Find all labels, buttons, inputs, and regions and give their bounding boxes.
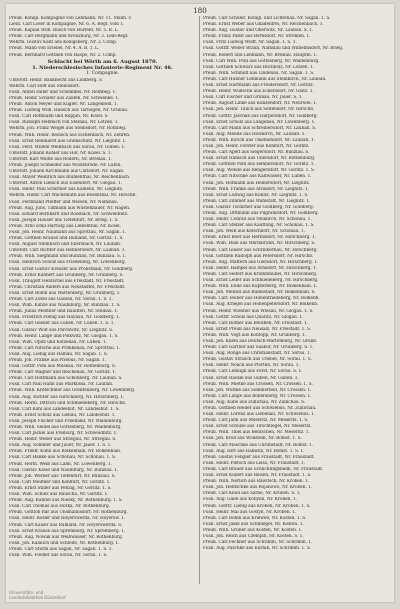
roster-entry: Füsil. Joh. Hentschke aus Bojanowo, Nr. Kröben. 1. [203,485,313,491]
roster-entry: Preuß. Carl Schiller, Königl. und Lichtenau, Nr. Sagan. 1. S. [203,16,331,21]
roster-entry: Unteroff. Karl Weiße aus Rödern, Nr. Breslau. 1. [9,156,113,162]
roster-entry: Preuß. Heinr. Weber aus Striegau, Nr. Striegau. S. [9,437,117,443]
roster-entry: Preuß. Carl Geisler aus Lüben, Nr. Lüben. 1. S. 1. [9,321,115,327]
roster-entry: Preuß. Carl Fechner aus Schrimm, Nr. Schrimm. 1. [203,540,313,546]
roster-entry: Wehrm. Heinr. Carl Wachsmuth aus Rosenthal, Nr. Hirschb. [9,193,137,199]
roster-entry: Lieut. Carl Löser in Kompagnie, Nr. 6. A. Regt. vom 1. [9,22,125,28]
roster-entry: Preuß. Carl Zobel aus Gassen, Nr. Sorau. 1. S. 1. [9,297,113,303]
roster-entry: Preuß. Carl Rother aus Beuthen, Nr. Freistadt. 1. [203,320,309,326]
roster-entry: Füsil. Ernst Preuß aus Neusalz, Nr. Freistadt. 1. S. [203,326,312,332]
roster-entry: Füsil. Gustav Tschirner aus Goldberg, Nr. Goldberg. [203,204,315,210]
roster-entry: Preuß. Ernst Böer aus Hermsdorf, Nr. Hirschberg. 1. [203,235,316,241]
roster-entry: Preuß. Aug. Kühnel aus Niesky, Nr. Rothenburg. 1. S. [9,498,123,504]
roster-entry: Füsil. Gottfr. Pohl aus Muskau, Nr. Rothenburg. S. [9,364,116,370]
roster-entry: Füsil. Wilh. Fiedler aus Sorau, Nr. Sorau. 1. S. [9,552,108,558]
roster-entry: Preuß. Gottlieb Pohl aus Hennersdorf, Nr. Görlitz. 1. [203,162,315,168]
roster-entry: Preuß. Carl Gärtner aus Saabor, Nr. Grünberg. S. 1. [203,345,314,351]
roster-entry: Preuß. Wilh. Schmidt aus Lindenau, Nr. Sagan. 1. S. [203,70,315,76]
roster-entry: Preuß. Carl Hübner Lehmann aus Steinkirch, Nr. Lauban. [203,76,327,82]
roster-entry: Füsil. Carl Jäckel aus Freiburg, Nr. Schweidnitz. 1. [9,431,118,437]
roster-entry: Füsil. Joh. Kliem aus Deutsch-Wartenberg, Nr. Grünb. [203,338,318,344]
roster-entry: Füsil. Heinr. Lorenz aus Liebenau, Nr. Schwiebus. 1. [203,412,316,418]
roster-entry: Füsil. Aug. Paschke aus Kurnik, Nr. Schrimm. 1. S. [203,546,311,552]
roster-entry: Preuß. Heinr. Wünsche aus Eckersdorf, Nr. Glatz. 1. [203,89,314,95]
roster-entry: Füsil. Carl Hoffmann und Ruppin, Nr. Kosel. S. [9,114,109,120]
roster-entry: Füsil. Gustav Klose und Naumburg, Nr. Bunzlau. 1. [9,467,119,473]
stamp-line: Universitäts- und [9,590,44,595]
roster-entry: Füsil. Heinr. Hampel aus Arnsdorf, Nr. Hirschberg. 1. [203,265,318,271]
roster-entry: Füsil. Traugott Hentschel aus Freistadt, Nr. Freistadt. [9,278,125,284]
roster-entry: Füsil. Gustav Wolf aus Parchwitz, Nr. Liegnitz. S. [9,327,114,333]
roster-entry: Unteroff. Heinr. Bauknecht aus Lindberg. S. [9,77,103,83]
roster-entry: Wehrm. Gustav Kant ans Königsberg, Nr. 2. Comp. [9,40,118,46]
roster-entry: Füsil. Heinr. Pietsch aus Lissa, Nr. Fraustadt. 1. [203,460,306,466]
roster-entry: Preuß. Wilh. Nerlich aus Rawitsch, Nr. Kröben. 1. [203,479,310,485]
roster-entry: Füsil. Joh. Reich aus Czempin, Nr. Kosten. S. 1. [203,533,304,539]
roster-entry: Preuß. Carl Bergmann und Kreuzburg, Nr. 3. Leib-Regt. [9,34,129,40]
roster-entry: Preuß. Joh. Werner aus Tiefenfurt, Nr. Bunzlau. S. [9,473,116,479]
roster-entry: Füsil. Ernst Rackel aus Guben, Nr. Guben. 1. [203,375,299,381]
roster-entry: Füsil. Wilh. Opitz und Kotzenau, Nr. Lüben. 1. [9,339,108,345]
roster-entry: Preuß. Herm. Weiß aus Lähn, Nr. Löwenberg. 1. [9,461,112,467]
roster-entry: Preuß. Carl Seifert aus Krummhübel, Nr. Hirschberg. [203,271,318,277]
roster-entry: Preuß. Christian Anders aus Neustädtel, Nr. Freistadt. [9,284,126,290]
roster-entry: Füsil. Ernst Gustav Kreuzer aus Probsthain, Nr. Goldberg. [9,266,134,272]
roster-entry: Füsil. Wilh. Schulz aus Rauscha, Nr. Görlitz. 1. [9,492,109,498]
roster-entry: Füsil. Heinr. Conrad aus Neukirch, Nr. Schönau. 1. [203,217,312,223]
roster-entry: Preuß. Herm. Dittrich und Schmiedeberg, Nr. Hirschb. [9,400,127,406]
roster-entry: Preuß. Wilh. Thiel aus Bentschen, Nr. Meseritz. 1. [203,430,310,436]
roster-entry: Preuß. Heinr. Schäfer aus Zaufen, Nr. Schwenke. 1. [9,95,120,101]
roster-entry: Preuß. Gottlieb Heider aus Schwiebus, Nr. Züllichau. [203,406,317,411]
roster-entry: Preuß. Wilh. Vogt aus Kontopp, Nr. Grünberg. 1. [203,332,307,338]
roster-entry: Preuß. Wilh. Ende aus Kupferberg, Nr. Bolkenhain. 1. [203,284,318,290]
roster-entry: Preuß. Heinr. Lange und Polkwitz, Nr. Glogau. 1. S. [9,333,119,339]
roster-entry: Unteroff. Johann Kirchmann aus Carlsdorf, Nr. Sagan. [9,169,125,175]
roster-entry: Preuß. Gottfr. Jäschke aus Harpersdorf, Nr. Goldberg. [203,113,318,119]
roster-entry: Preuß. Carl Lehnigk aus Forst, Nr. Sorau. S. 1. [203,369,303,375]
roster-entry: Preuß. Carl Gläser aus Schreiberhau, Nr. Hirschberg. [203,247,318,253]
roster-entry: Füsil. August Steinbach und Ebersbach, Nr. Lauban. [9,242,122,248]
roster-entry: Füsil. Anton Hiller und Schemmel, Nr. Rothbeg. 1. [9,89,117,95]
roster-entry: Preuß. Gottlieb Krause und Ruhland, Nr. Görlitz. 1. S. [9,236,124,242]
roster-entry: Füsil. Carl Hanke aus Schönau, Nr. Schönau. 1. S. [9,455,116,461]
roster-entry: Füsil. Aug. Mende aus Holzkirch, Nr. Lauban. 1. [203,131,306,137]
roster-entry: Füsil. Gottfr. Scholz aus Quaritz, Nr. Glogau. 1. [203,314,304,320]
page-number: 180 [193,7,207,15]
roster-entry: Preuß. Robert und Lehmann, Nr. Breslau. Hauptm. 1. [203,52,318,58]
roster-entry: Preuß. Carl Apelt aus Siegersdorf, Nr. Bunzlau. S. [203,150,310,156]
roster-entry: Preuß. Gottfr. Liebig aus Kröben, Nr. Kröben. 1. S. [203,503,311,509]
roster-entry: Füsil. Joh. Kroll aus Wollstein, Nr. Bomst. 1. S. [203,436,302,442]
roster-entry: Füsil. Ernst Scholz aus Langenau, Nr. Löwenberg. 1. [203,119,316,125]
roster-entry: Füsil. Ernst Kunert aus Reisen, Nr. Fraustadt. 1. S. [203,473,312,479]
roster-entry: Füsil. Heinrich Scholz aus Friedeberg, Nr. Löwenberg. [9,260,126,266]
roster-entry: Preuß. Wilh. Kirsch aus Thiemendorf, Nr. Lauban. 1. [203,137,315,143]
roster-entry: Füsil. Ernst Ludwig aus Kunitz, Nr. Liegnitz. 1. S. [203,192,309,198]
roster-entry: Füsil. Rudolph Hellmich von Steinau, Nr. Lötzen. 1. [9,120,119,126]
roster-entry: Preuß. Joh. Franke aus Priebus, Nr. Sagan. 1. [9,357,107,363]
roster-entry: Füsil. Ernst Böhm aus Wartenberg, Nr. Grünberg. 1. [9,290,121,296]
roster-entry: Füsil. Ernst Hanisch aus Ullersdorf, Nr. Rothenburg. [203,156,316,162]
roster-entry: Füsil. Wilh. Kunze aus Naumburg, Nr. Bunzlau. 1. S. [9,303,121,309]
roster-entry: Füsil. Aug. Kriegel aus Hohenpetersdorf, Nr. Bolkenh. [203,302,319,308]
roster-entry: Füsil. Aug. Sommer und Jauer, Nr. Jauer. 1. S. 1. [9,443,112,449]
roster-entry: Preuß. Aug. Dittmann aus Pilgramsdorf, Nr. Goldberg. [203,211,319,216]
roster-entry: Füsil. Joh. Wuttke aus Sommerfeld, Nr. Crossen. 1. [203,387,312,393]
roster-entry: Füsil. Carl Paul Hahn aus Marklissa, Nr. Lauban. [9,382,114,388]
roster-entry: Preuß. Gottlob Bär aus Uhsmannsdorf, Nr. Rothenburg. [9,510,128,516]
roster-entry: Preuß. Ernst Stiller aus Penzig, Nr. Görlitz. 1. S. [9,485,112,491]
roster-entry: Füsil. Gottlieb Schwarz aus Buchholz, Nr. Lötzen. 1. [203,64,315,70]
roster-entry: Preuß. Ernst Scholz aus Liebau, Nr. Landeshut. 1. [9,412,116,418]
section-heading: Schlacht bei Wörth am 6. August 1870. [47,58,158,65]
roster-entry: Preuß. Wilh. Seidel aus Gottesberg, Nr. Waldenburg. [9,425,122,431]
roster-entry: Füsil. Aug. Kube aus Züllichau, Nr. Züllichau. S. [203,399,306,405]
roster-entry: Preuß. Wilh. Heinr. Reinsch aus Eichenbach, Nr. Zehren. [9,132,131,138]
roster-entry: Füsil. Ernst Jäkel aus Schmiegel, Nr. Kosten. 1. [203,521,304,527]
roster-entry: Preuß. Aug. Mattern aus Giersdorf, Nr. Hirschberg. 1. [203,259,319,265]
roster-entry: Preuß. Ernst Kuhnert aus Grünberg, Nr. Grünberg. S. [9,272,124,278]
roster-entry: Füsil. Heinr. Noack aus Pförten, Nr. Sorau. 1. [203,363,300,369]
roster-entry: Füsil. Joh. Heinr. Förster aus Kohlfurt, Nr. Görlitz. [203,143,310,149]
roster-entry: Preuß. Gustav Strauch aus Triebel, Nr. Sorau. 1. S. [203,357,312,363]
roster-entry: Preuß. Heinr. Wiesner aus Wiesau, Nr. Glogau. 1. S. [203,308,314,314]
roster-entry: Preuß. Julius Meißner und Raudten, Nr. Steinau. 1. [9,309,119,315]
roster-entry: Füsil. Joh. Weiß aus Ketschdorf, Nr. Schönau. 1. [203,229,305,235]
roster-entry: Füsil. Ferd. Willem Weißbach aus Sorau, Nr. Guben. 1. [9,144,126,150]
roster-entry: Preuß. Carl Stelzer aus Kauffung, Nr. Schönau. 1. S. [203,223,315,229]
roster-entry: Füsil. Aug. Galle aus Kobylin, Nr. Kröben. 1. [203,497,298,503]
roster-entry: Preuß. Carl Zimmer aus Wahlstatt, Nr. Liegnitz. 1. [203,198,311,204]
roster-entry: Füsil. Carl Fischer und Grunau, Nr. Jauer. S. 1. [203,95,303,101]
roster-entry: Füsil. Aug. Wende aus Rengersdorf, Nr. Görlitz. 1. S. [203,168,315,174]
roster-entry: Preuß. Franz Pabst aus Bernsdorf, Nr. Strehlen. 1. [203,34,311,40]
roster-entry: Unteroff. Anton Liebich aus Eisendorf, Nr. Glogau. 1. [9,181,123,187]
roster-entry: Füsil. Heinr. Paul Schirmer aus Kamenz, Nr. Liegnitz. [9,187,124,193]
roster-entry: Preuß. August Linke aus Kunzendorf, Nr. Neurode. 1. [203,101,318,107]
roster-entry: Preuß. Carl Mann aus Schreibersdorf, Nr. Lauban. S. [203,125,317,131]
roster-entry: Preuß. Carl Bräuer aus Schlichtingsheim, Nr. Fraustadt. [203,466,324,472]
roster-entry: Preuß. Carl Maschke aus Unruhstadt, Nr. Bomst. 1. [203,442,314,448]
roster-entry: Preuß. Joseph Schneider aus Wüstenrode, Nr. Lubin. [9,162,122,168]
section-heading: 1. Niederschlesisches Infanterie-Regiment Nr. 46. [32,65,173,72]
roster-entry: Füsil. Aug. Hirt aus Rakwitz, Nr. Bomst. 1. S. 1. [203,448,305,454]
roster-entry: Preuß. Aug. Juns. Tillmann aus Wüstenbauer, Nr. Hagen. [9,205,131,211]
right-column [203,16,390,584]
roster-entry: Preuß. Wilh. Gruner aus Kosten, Nr. Kosten. 1. [203,527,303,533]
roster-entry: Füsil. Joh. Menzel aus Rudelstadt, Nr. Bolkenhain. S. [203,290,316,296]
roster-entry: Preuß. Carl Lange aus Bobersberg, Nr. Crossen. 1. [203,393,312,399]
roster-entry: Füsil. Friedrich Fiebig aus Haynau, Nr. Goldberg. 1. [9,315,121,321]
roster-entry: Wehrm. Joh. Franz Weigel aus Steinsdorf, Nr. Rothbeg. [9,126,127,132]
roster-entry: Füsil. Ernst Krause aus Spremberg, Nr. Spremberg. 1. [9,528,126,534]
roster-entry: Füsil. Joseph Hauser ans Tiefenfurt, Nr. Brieg. 1. S. [9,217,119,223]
roster-entry: Füsil. Joseph Fischer und Friedland, Nr. Waldenburg. [9,418,123,424]
roster-entry: Füsil. Aug. Liebig aus Halbau, Nr. Sagan. 1. S. [9,351,108,357]
roster-entry: Preuß. Friedr. Kühn aus Bolkenhain, Nr. Bolkenhain. [9,449,122,455]
section-subheading: 1. Compagnie. [85,71,120,77]
roster-entry: Füsil. Heinr. Rösler und Hoyerswerda, Nr. Hoyersw. 1. [9,516,126,522]
roster-entry: Füsil. Ernst Leder aus Schmiedeberg, Nr. Hirschberg. [203,278,319,284]
roster-entry: Füsil. Gottfr. Weber Braun, Namslau und Wilhelmsdorf, Nr. Brieg. [203,46,344,52]
roster-entry: Füsil. Carl Thomas aus Horka, Nr. Rothenburg. [9,504,110,510]
roster-entry: Füsil. Carl Meißner und Kohlfurt, Nr. Görlitz. 1. [9,479,111,485]
roster-entry: Preuß. Bernhard Gottlieb von Haspe, Nr. 2. Comp. [9,52,117,58]
roster-entry: Preuß. Wilh. Kretschmer aus Greiffenberg, Nr. Löwenberg. [9,388,136,394]
roster-entry: Wehrm. Carl Hoff aus Steinsdorf. [9,83,80,89]
roster-entry: Füsil. Joh. Heinr. Naumann aus Sprottau, Nr. Sagan. 1. [9,230,127,236]
roster-entry: Unteroff. Carl Richter aus Hennersdorf, Nr. Lauban. 1. [9,248,126,254]
roster-entry: Unteroff. Johann Köhler aus Hof, Nr. Kusel. S. 1. [9,150,112,156]
roster-entry: Preuß. Carl Hoffmann aus Schönberg, Nr. Lauban. S. [9,376,123,382]
roster-entry: Füsil. Ernst Reinhardt aus Gramschütz, Nr. Liegnitz. 1. [9,138,127,144]
column-divider [199,16,200,584]
roster-entry: Füsil. Gottlieb Rudolph aus Petersdorf, Nr. Hirschb. [203,253,314,259]
roster-entry: Preuß. Ernst Weber aus Gnadenfrei, Nr. Reichenbach. 1. [203,22,324,28]
roster-entry: Füsil. Wilh. Hain aus Warmbrunn, Nr. Hirschberg. S. [203,241,316,247]
roster-entry: Preuß. Carl Teuber aus Hohenfriedeberg, Nr. Bolkenh. [203,296,320,302]
roster-entry: Preuß. Carl Jahn aus Meseritz, Nr. Meseritz. 1. S. [203,418,309,424]
left-column [9,16,196,584]
roster-entry: Preuß. Ludwig Wilh. Hänsch aus Tarnogen, Nr. Grünau. [9,108,129,114]
roster-entry: Füsil. Aug. Richter aus Hirschberg, Nr. Hirschberg. 1. [9,394,125,400]
roster-entry: Preuß. Carl Nitschke aus Kaltwasser, Nr. Lüben. 1. [203,174,312,180]
roster-entry: Füsil. Carl Kahl aus Landeshut, Nr. Landeshut. 1. S. [9,406,120,412]
roster-entry: Füsil. Fritz Ludwig Wolff, Nr. Sagan. 1. S. 1. [203,40,297,46]
roster-entry: Preuß. Carl Sturm aus Sagan, Nr. Sagan. 1. S. 1. [9,546,113,552]
roster-entry: Preuß. Carl Wagner und Reichenau, Nr. Görlitz. 1. [9,370,117,376]
roster-entry: Füsil. Eduard Bernhard und Rossbach, Nr. Schweidnitz. [9,211,129,217]
roster-entry: Preuß. Carl Kaiser aus Ruhland, Nr. Hoyerswerda. S. [9,522,123,528]
roster-entry: Preuß. Carl Knoll aus Sarne, Nr. Kröben. S. 1. [203,491,301,497]
roster-entry: Preuß. Carl Nitsche aus Primkenau, Nr. Sprottau. 1. [9,345,121,351]
roster-entry: Preuß. Königl. Kompagnie von Lehmann, Nr. 11. Mann. v. [9,16,132,21]
roster-entry: Füsil. Ernst Hartmann aus Friedersdorf, Nr. Görlitz. [203,83,314,89]
stamp-line: Landesbibliothek Düsseldorf [9,595,66,600]
roster-entry: Füsil. Carl Wilh. Pohl aus Gottesberg, Nr. Waldenburg. [203,58,320,64]
roster-entry: Füsil. Mayer Weinrich aus Blumenthal, Nr. Reichenbach. [9,175,131,181]
roster-entry: Füsil. Joh. Heinr. Tillich aus Seitendorf, Nr. Hirschb. [203,107,315,113]
roster-entry: Preuß. Arno Emil Hartwig aus Liebenthal, Nr. Kosel. [9,223,121,229]
roster-entry: Füsil. Ernst Schulze aus Tirschtiegel, Nr. Meseritz. [203,424,312,430]
roster-entry: Füsil. Joh. Hofmann aus Heinersdorf, Nr. Liegnitz. [203,180,310,186]
roster-entry: Preuß. Kaplan Wilh. Busch von Hürfeld, Nr. 5. B. L. [9,28,119,34]
roster-entry: Preuß. Aug. Nowak aus Weißwasser, Nr. Rothenburg. [9,534,123,540]
library-stamp [9,590,66,600]
roster-entry: Preuß. Aug. Gustav und Oberwitz, Nr. Lauban. S. 1. [203,28,314,34]
document-page [6,4,394,602]
roster-entry: Preuß. Wilh. Siegmund und Bunzlau, Nr. Bunzlau. S. 1. [9,254,127,260]
roster-entry: Preuß. Wilh. Mietke aus Crossen, Nr. Crossen. 1. S. [203,381,313,387]
roster-entry: Preuß. Gustav Fengler aus Fraustadt, Nr. Fraustadt. [203,454,315,460]
roster-entry: Preuß. Wilh. Franke aus Arnsdorf, Nr. Liegnitz. 1. [203,186,309,192]
roster-entry: Füsil. Aug. Ronge aus Christianstadt, Nr. Sorau. 1. [203,351,312,357]
roster-entry: Füsil. Ferdinand Pfeiffer und Wiesen, Nr. Namslau. [9,199,119,205]
roster-entry: Preuß. Mann von Eriebel, Nr. 4. A. B. 1. L. [9,46,100,52]
roster-entry: Füsil. Heinr. Mai aus Gostyn, Nr. Kröben. 1. [203,509,297,515]
roster-entry: Preuß. Carl Böhm aus Kriewen, Nr. Kosten. 1. S. [203,515,307,521]
roster-entry: Preuß. Anton Meyer und Kugler, Nr. Langenfeld. 1. [9,102,118,108]
roster-entry: Füsil. Joh. Kalauch und Schleife, Nr. Rothenburg. 1. [9,540,120,546]
